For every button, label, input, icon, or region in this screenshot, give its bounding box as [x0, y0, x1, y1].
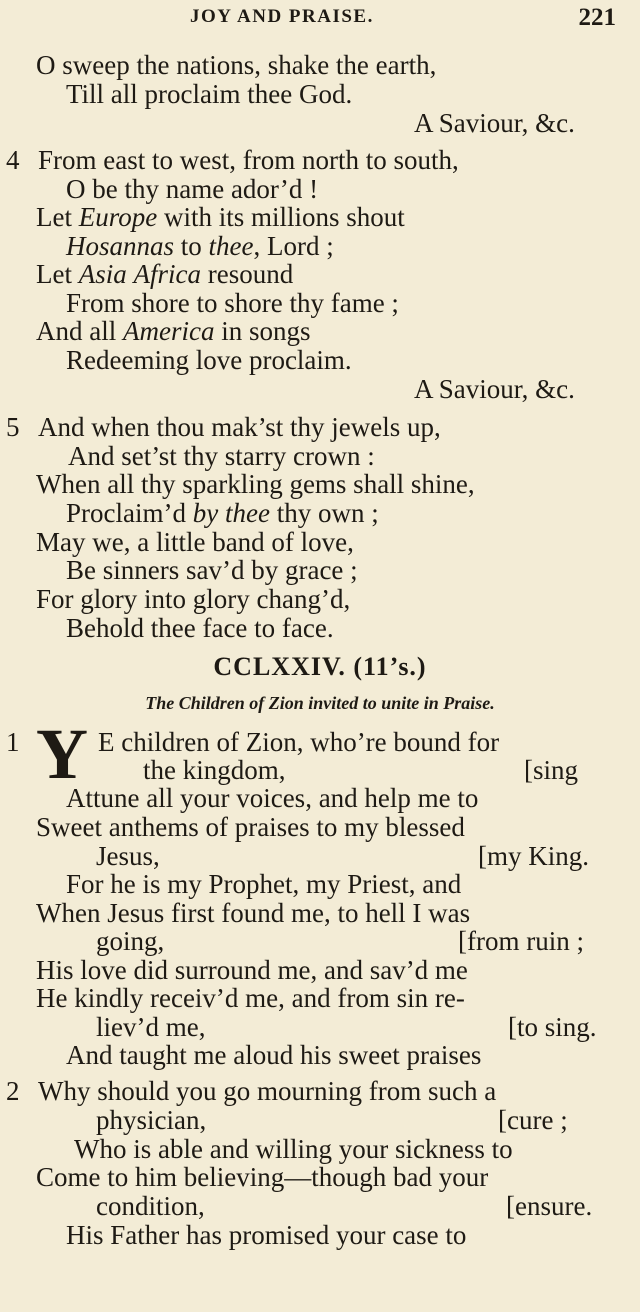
verse-line: Redeeming love proclaim.: [66, 345, 352, 375]
running-title: JOY AND PRAISE.: [190, 6, 374, 27]
text: with its millions shout: [157, 202, 405, 232]
page-number: 221: [578, 4, 616, 31]
verse-line: condition,: [96, 1191, 205, 1221]
text: Let: [36, 202, 79, 232]
verse-line: For glory into glory chang’d,: [36, 584, 351, 614]
verse-line: Who is able and willing your sickness to: [74, 1134, 513, 1164]
italic-text: Europe: [78, 202, 158, 232]
hymn-subtitle: The Children of Zion invited to unite in Praise.: [145, 693, 495, 713]
italic-text: Africa: [133, 259, 201, 289]
verse-line: May we, a little band of love,: [36, 527, 354, 557]
italic-text: thee: [208, 231, 254, 261]
italic-text: by thee: [192, 498, 270, 528]
verse-line: And set’st thy starry crown :: [68, 441, 375, 471]
verse-line: [36, 259, 293, 289]
verse-line: E children of Zion, who’re bound for: [98, 727, 500, 757]
italic-text: Hosannas: [66, 231, 175, 261]
verse-line: Behold thee face to face.: [66, 613, 334, 643]
verse-line: O be thy name ador’d !: [66, 174, 319, 204]
bracket-turnover: [my King.: [478, 841, 589, 871]
verse-line: [36, 202, 405, 232]
verse-line: O sweep the nations, shake the earth,: [36, 50, 437, 80]
drop-cap: Y: [36, 714, 88, 794]
text: to: [174, 231, 209, 261]
text: Proclaim’d: [66, 498, 193, 528]
verse-line: When all thy sparkling gems shall shine,: [36, 469, 475, 499]
bracket-turnover: [from ruin ;: [458, 926, 584, 956]
verse-line: Attune all your voices, and help me to: [66, 783, 479, 813]
verse-line: [66, 231, 334, 261]
verse-line: liev’d me,: [96, 1012, 206, 1042]
bracket-turnover: [sing: [524, 755, 578, 785]
stanza-number: 1: [6, 727, 20, 757]
bracket-turnover: [ensure.: [506, 1191, 593, 1221]
stanza-number: 2: [6, 1076, 20, 1106]
refrain-line: A Saviour, &c.: [414, 374, 575, 404]
text: in songs: [214, 316, 311, 346]
text: resound: [201, 259, 294, 289]
verse-line: [36, 316, 311, 346]
text: Let: [36, 259, 79, 289]
stanza-number: 4: [6, 145, 20, 175]
verse-line: When Jesus first found me, to hell I was: [36, 898, 471, 928]
verse-line: Be sinners sav’d by grace ;: [66, 555, 358, 585]
verse-line: Why should you go mourning from such a: [38, 1076, 497, 1106]
verse-line: And when thou mak’st thy jewels up,: [38, 412, 441, 442]
verse-line: He kindly receiv’d me, and from sin re-: [36, 983, 465, 1013]
text: thy own ;: [269, 498, 379, 528]
verse-line: Jesus,: [96, 841, 160, 871]
verse-line: [66, 498, 379, 528]
verse-line: And taught me aloud his sweet praises: [66, 1040, 482, 1070]
verse-line: the kingdom,: [143, 755, 286, 785]
refrain-line: A Saviour, &c.: [414, 108, 575, 138]
verse-line: His Father has promised your case to: [66, 1220, 467, 1250]
verse-line: His love did surround me, and sav’d me: [36, 955, 468, 985]
text: And all: [36, 316, 123, 346]
hymn-title: CCLXXIV. (11’s.): [213, 652, 427, 681]
verse-line: From shore to shore thy fame ;: [66, 288, 399, 318]
stanza-number: 5: [6, 412, 20, 442]
bracket-turnover: [to sing.: [508, 1012, 597, 1042]
verse-line: From east to west, from north to south,: [38, 145, 459, 175]
text: , Lord ;: [253, 231, 334, 261]
verse-line: Till all proclaim thee God.: [66, 79, 353, 109]
text: [127, 259, 134, 289]
italic-text: America: [123, 316, 215, 346]
verse-line: Come to him believing—though bad your: [36, 1162, 489, 1192]
verse-line: physician,: [96, 1105, 207, 1135]
bracket-turnover: [cure ;: [498, 1105, 568, 1135]
verse-line: going,: [96, 926, 165, 956]
italic-text: Asia: [78, 259, 127, 289]
verse-line: For he is my Prophet, my Priest, and: [66, 869, 462, 899]
verse-line: Sweet anthems of praises to my blessed: [36, 812, 465, 842]
